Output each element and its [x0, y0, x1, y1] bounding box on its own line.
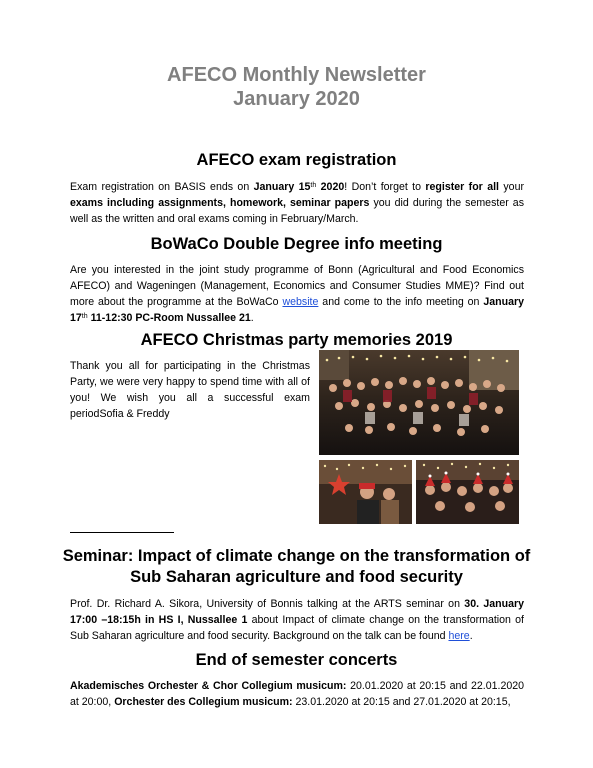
concerts-text-1: 20.01.2020 at 20:15 and 22.01.2020 at 20:00,: [70, 680, 525, 708]
concerts-orchestra-2: Orchester des Collegium musicum:: [114, 696, 293, 708]
exam-text-4: you did during the semester as well as the written and oral exams coming in February/March.: [70, 197, 524, 225]
concerts-paragraph: [70, 678, 524, 710]
bowaco-text-2: and come to the info meeting on: [318, 296, 484, 308]
seminar-paragraph: [70, 596, 524, 644]
bowaco-paragraph: [70, 262, 524, 326]
exam-heading: AFECO exam registration: [196, 151, 397, 169]
bowaco-website-link[interactable]: website: [282, 296, 319, 308]
bowaco-heading: BoWaCo Double Degree info meeting: [150, 235, 443, 253]
exam-text-1: Exam registration on BASIS ends on: [70, 181, 254, 193]
newsletter-date: January 2020: [233, 88, 360, 110]
bowaco-date-suffix: th: [81, 313, 88, 320]
seminar-date-place: 30. January 17:00 –18:15h in HS I, Nussallee 1: [70, 598, 524, 626]
seminar-text-3: .: [469, 630, 473, 642]
exam-text-2: ! Don’t forget to: [344, 181, 426, 193]
christmas-photo-3: [416, 460, 519, 524]
exam-bold-items: exams including assignments, homework, seminar papers: [70, 197, 370, 209]
concerts-orchestra-1: Akademisches Orchester & Chor Collegium musicum:: [70, 680, 347, 692]
christmas-heading: AFECO Christmas party memories 2019: [140, 331, 453, 349]
seminar-heading-line2: Sub Saharan agriculture and food security: [130, 568, 463, 586]
bowaco-date: January 17: [70, 296, 524, 324]
exam-date-suffix: th: [310, 182, 317, 189]
christmas-group-photo: [319, 350, 519, 455]
newsletter-title: AFECO Monthly Newsletter: [167, 64, 426, 86]
seminar-heading-line1: Seminar: Impact of climate change on the transformation of: [62, 547, 531, 565]
exam-date: January 15: [253, 181, 311, 193]
seminar-text-1: Prof. Dr. Richard A. Sikora, University of Bonnis talking at the ARTS seminar on: [70, 598, 465, 610]
seminar-here-link[interactable]: here: [448, 630, 470, 642]
exam-text-3: your: [498, 181, 524, 193]
bowaco-time-place: 11-12:30 PC-Room Nussallee 21: [87, 312, 251, 324]
christmas-photo-2: [319, 460, 412, 524]
bowaco-text-1: Are you interested in the joint study programme of Bonn (Agricultural and Food Economics AFECO) and Wageningen (Management, Economics and Consumer Studies MME)? Find out more about the programme at the BoWaCo: [70, 264, 524, 308]
bowaco-text-3: .: [250, 312, 254, 324]
exam-year: 2020: [316, 181, 345, 193]
christmas-paragraph: Thank you all for participating in the Christmas Party, we were very happy to spend time with all of you! We wish you all a successful exam periodSofia & Freddy: [70, 360, 310, 420]
exam-bold-register: register for all: [425, 181, 499, 193]
seminar-text-2: about Impact of climate change on the transformation of Sub Saharan agriculture and food security. Background on the talk can be found: [70, 614, 524, 642]
concerts-heading: End of semester concerts: [195, 651, 398, 669]
concerts-text-2: 23.01.2020 at 20:15 and 27.01.2020 at 20:15,: [292, 696, 511, 708]
section-divider-rule: [70, 532, 174, 533]
exam-paragraph: [70, 179, 524, 227]
